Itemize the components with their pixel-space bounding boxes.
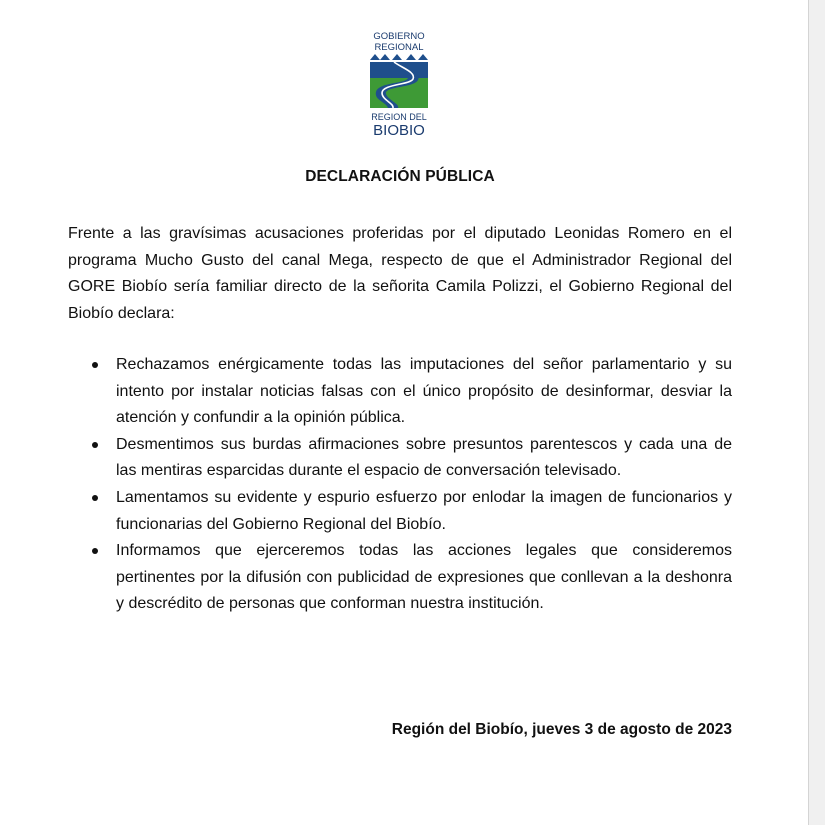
list-item bbox=[68, 352, 732, 432]
list-item-text: Desmentimos sus burdas afirmaciones sobre presuntos parentescos y cada una de las mentiras esparcidas durante el espacio de conversación televisado. bbox=[116, 435, 732, 480]
logo-text-gobierno: GOBIERNO bbox=[373, 31, 425, 42]
list-item-text: Informamos que ejerceremos todas las acciones legales que consideremos pertinentes por la difusión con publicidad de expresiones que conllevan a la deshonra y descrédito de personas que conforman nuestra institución. bbox=[116, 542, 732, 613]
logo-mountain bbox=[380, 54, 390, 60]
document-title: DECLARACIÓN PÚBLICA bbox=[305, 168, 495, 185]
bullet-icon bbox=[92, 495, 98, 501]
gobierno-regional-biobio-logo bbox=[366, 30, 432, 138]
logo-mountain bbox=[406, 54, 416, 60]
logo-text-regional: REGIONAL bbox=[374, 42, 424, 53]
list-item bbox=[68, 485, 732, 538]
bullet-icon bbox=[92, 362, 98, 368]
logo-mountain bbox=[392, 54, 402, 60]
bullet-icon bbox=[92, 442, 98, 448]
logo-text-biobio: BIOBIO bbox=[373, 122, 425, 138]
intro-paragraph: Frente a las gravísimas acusaciones proferidas por el diputado Leonidas Romero en el programa Mucho Gusto del canal Mega, respecto de que el Administrador Regional del GORE Biobío sería familiar directo de la señorita Camila Polizzi, el Gobierno Regional del Biobío declara: bbox=[68, 225, 732, 322]
list-item-text: Rechazamos enérgicamente todas las imputaciones del señor parlamentario y su intento por instalar noticias falsas con el único propósito de desinformar, desviar la atención y confundir a la opinión pública. bbox=[116, 356, 732, 427]
list-item bbox=[68, 432, 732, 485]
logo-mountain bbox=[370, 54, 380, 60]
logo-text-region-del: REGION DEL bbox=[371, 112, 427, 122]
logo-graphic bbox=[366, 30, 432, 138]
list-item-text: Lamentamos su evidente y espurio esfuerzo por enlodar la imagen de funcionarios y funcionarias del Gobierno Regional del Biobío. bbox=[116, 488, 732, 533]
list-item bbox=[68, 538, 732, 618]
declaration-list bbox=[68, 352, 732, 618]
bullet-icon bbox=[92, 548, 98, 554]
date-signature: Región del Biobío, jueves 3 de agosto de 2023 bbox=[391, 721, 732, 738]
logo-mountain bbox=[418, 54, 428, 60]
